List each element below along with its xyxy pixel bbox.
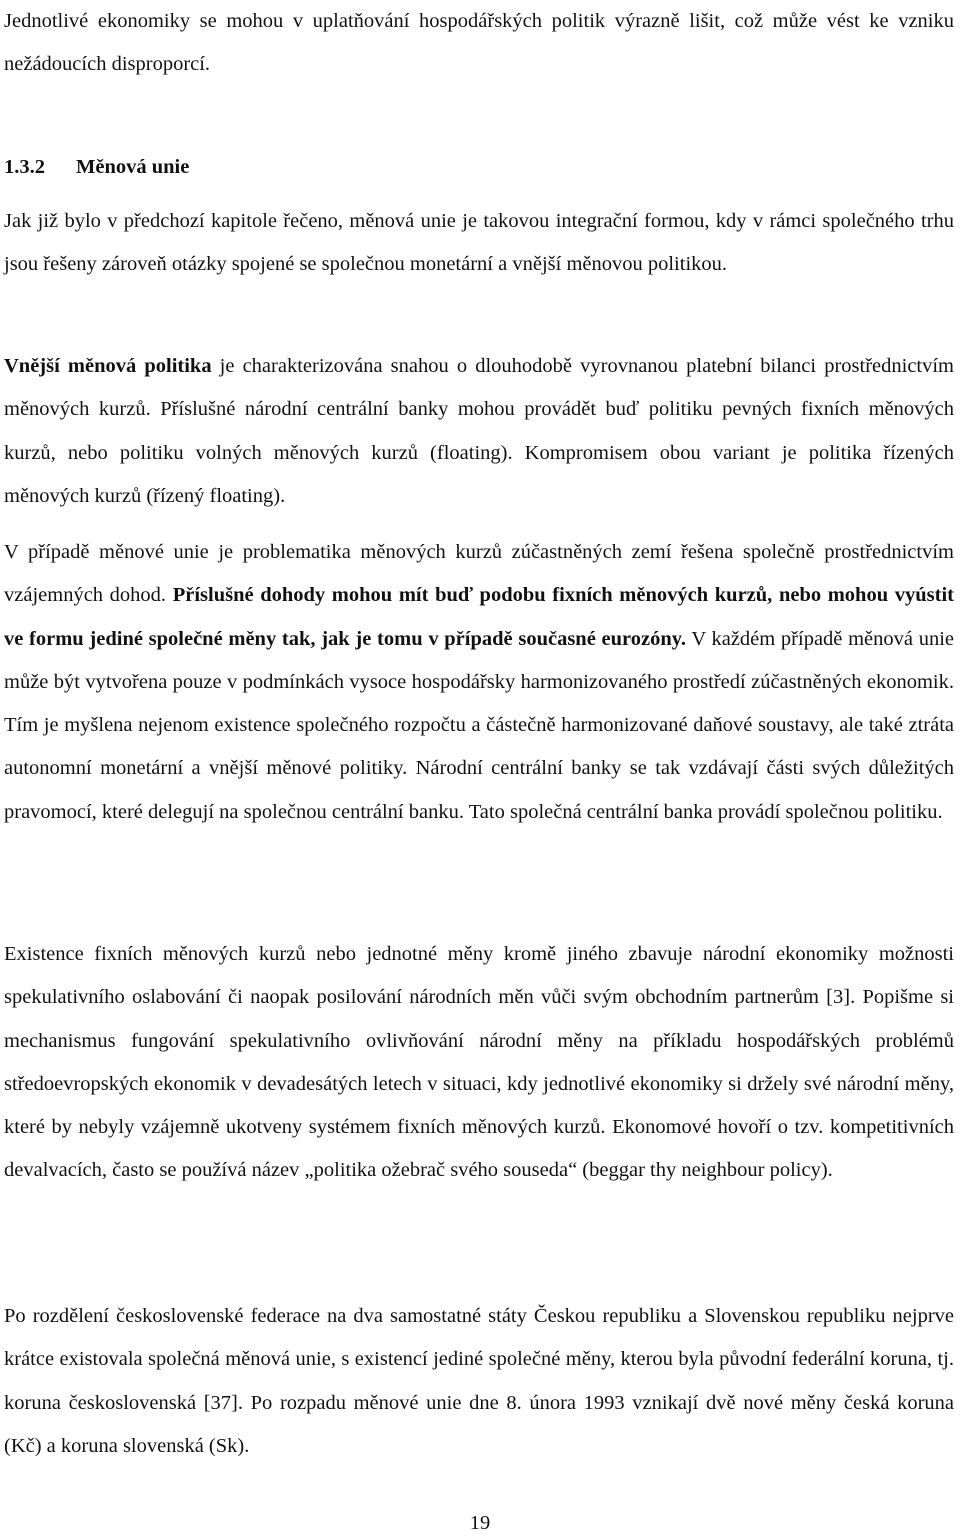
paragraph-5: Po rozdělení československé federace na dva samostatné státy Českou republiku a Slovenskou republiku nejprve krátce existovala společná měnová unie, s existencí jediné společné měny, kterou byla původní federální koruna, tj. koruna československá [37]. Po rozpadu měnové unie dne 8. února 1993 vznikají dvě nové měny česká koruna (Kč) a koruna slovenská (Sk). [4, 1305, 954, 1457]
paragraph-1: Jak již bylo v předchozí kapitole řečeno, měnová unie je takovou integrační formou, kdy v rámci společného trhu jsou řešeny zároveň otázky spojené se společnou monetární a vnější měnovou politikou. [4, 210, 954, 276]
page-number: 19 [469, 1512, 491, 1534]
paragraph-3-bold: Příslušné dohody mohou mít buď podobu fixních měnových kurzů, nebo mohou vyústit ve formu jediné společné měny tak, jak je tomu v případě současné eurozóny. [4, 584, 954, 650]
section-heading [4, 146, 189, 189]
intro-paragraph: Jednotlivé ekonomiky se mohou v uplatňování hospodářských politik výrazně lišit, což může vést ke vzniku nežádoucích disproporcí. [4, 10, 954, 76]
section-number: 1.3.2 [4, 156, 45, 178]
paragraph-3-end: V každém případě měnová unie může být vytvořena pouze v podmínkách vysoce hospodářsky harmonizovaného prostředí zúčastněných ekonomik. Tím je myšlena nejenom existence společného rozpočtu a částečně harmonizované daňové soustavy, ale také ztráta autonomní monetární a vnější měnové politiky. Národní centrální banky se tak vzdávají části svých důležitých pravomocí, které delegují na společnou centrální banku. Tato společná centrální banka provádí společnou politiku. [4, 627, 954, 823]
paragraph-3 [4, 531, 954, 834]
paragraph-3-start: V případě měnové unie je problematika měnových kurzů zúčastněných zemí řešena společně prostřednictvím vzájemných dohod. [4, 541, 954, 607]
section-title: Měnová unie [76, 156, 190, 178]
paragraph-2-text: je charakterizována snahou o dlouhodobě vyrovnanou platební bilanci prostřednictvím měnových kurzů. Příslušné národní centrální banky mohou provádět buď politiku pevných fixních měnových kurzů, nebo politiku volných měnových kurzů (floating). Kompromisem obou variant je politika řízených měnových kurzů (řízený floating). [4, 355, 955, 507]
paragraph-4: Existence fixních měnových kurzů nebo jednotné měny kromě jiného zbavuje národní ekonomiky možnosti spekulativního oslabování či naopak posilování národních měn vůči svým obchodním partnerům [3]. Popišme si mechanismus fungování spekulativního ovlivňování národní měny na příkladu hospodářských problémů středoevropských ekonomik v devadesátých letech v situaci, kdy jednotlivé ekonomiky si držely své národní měny, které by nebyly vzájemně ukotveny systémem fixních měnových kurzů. Ekonomové hovoří o tzv. kompetitivních devalvacích, často se používá název „politika ožebrač svého souseda“ (beggar thy neighbour policy). [4, 943, 954, 1182]
paragraph-2 [4, 345, 954, 518]
paragraph-2-bold: Vnější měnová politika [4, 355, 212, 377]
